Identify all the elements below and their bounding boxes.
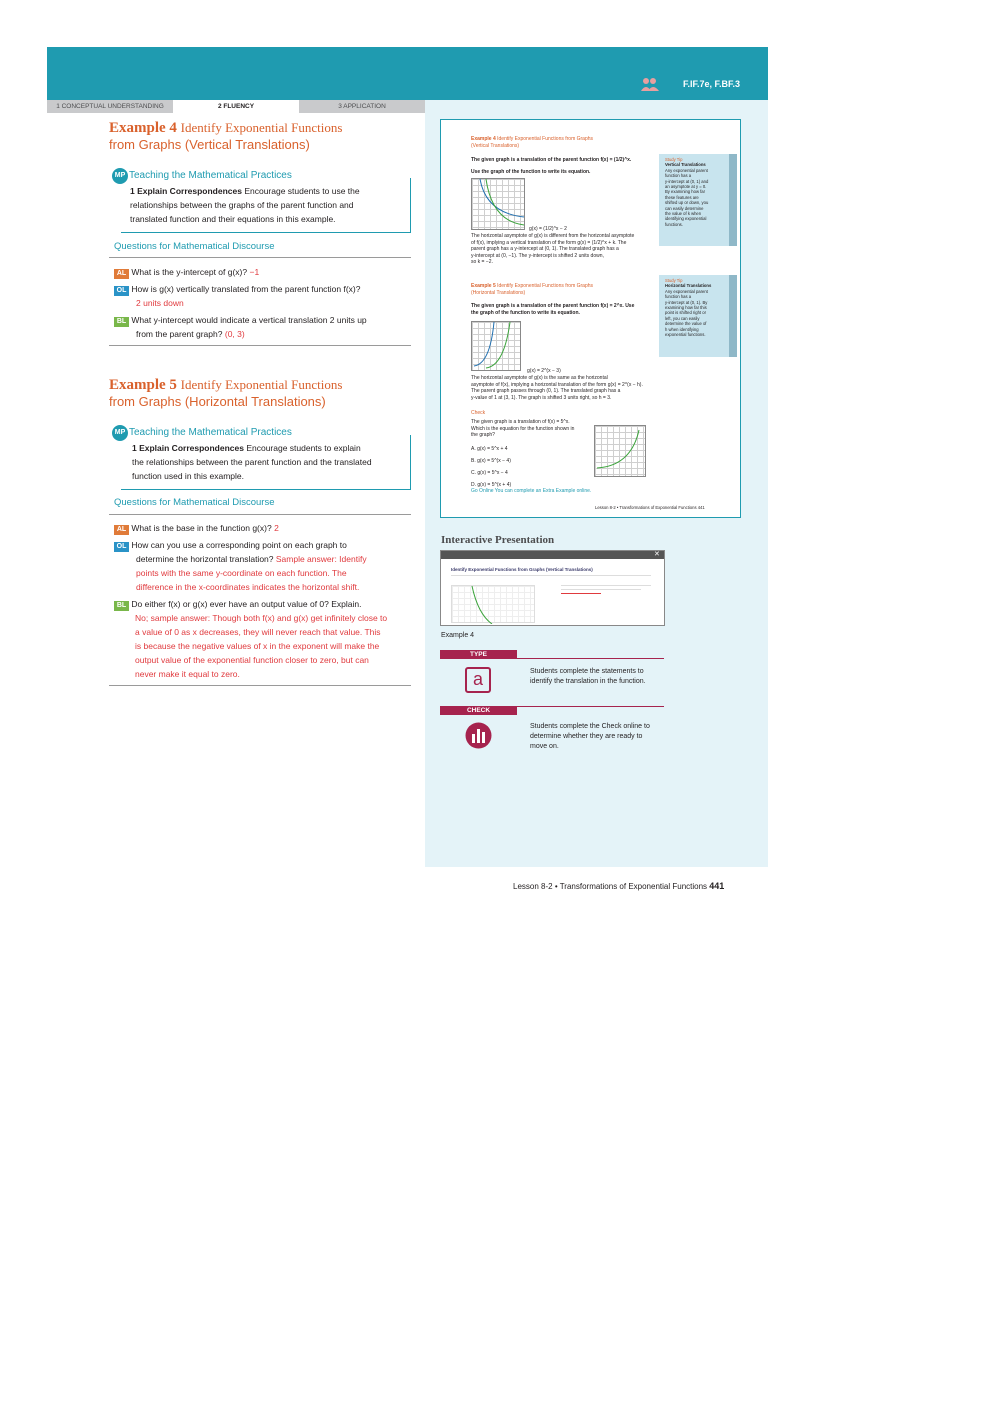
screenshot-graph <box>451 585 535 623</box>
answer-line: never make it equal to zero. <box>135 669 240 679</box>
mp-text-1: Encourage students to use the <box>241 186 360 196</box>
example5-title-rest: Identify Exponential Functions <box>180 377 343 392</box>
thumb-graph-ex5 <box>471 321 521 371</box>
question-text: determine the horizontal translation? <box>136 554 274 564</box>
thumb-go-online: Go Online You can complete an Extra Example online. <box>471 488 592 494</box>
answer: difference in the x-coordinates indicates the horizontal shift. <box>136 582 360 592</box>
tip-title: Study Tip <box>665 278 683 283</box>
thumb-choice: B. g(x) = 5^(x − 4) <box>471 458 511 464</box>
thumb-choice: C. g(x) = 5^x − 4 <box>471 470 508 476</box>
mp-strong: 1 Explain Correspondences <box>130 186 242 196</box>
footer-sep: • <box>552 882 560 891</box>
student-page-thumbnail <box>440 119 741 518</box>
mp-text <box>132 441 408 483</box>
example4-title <box>109 119 342 137</box>
question-bl <box>114 313 414 327</box>
thumb-ex4-body <box>471 233 661 266</box>
screenshot-line <box>561 589 641 590</box>
desc-line: determine whether they are ready to <box>530 733 643 740</box>
tip-line: left, you can easily <box>665 315 700 321</box>
footer-lesson: Lesson 8-2 <box>513 882 553 891</box>
thumb-ex5-use: the graph of the function to write its equation. <box>471 310 580 316</box>
example4-title-rest: Identify Exponential Functions <box>180 120 343 135</box>
question-bl-line2 <box>136 327 245 341</box>
answer: 2 units down <box>136 298 184 308</box>
question-ol <box>114 282 414 296</box>
close-icon: ✕ <box>654 551 660 558</box>
interactive-screenshot <box>440 550 665 626</box>
thumb-ex5-eq: g(x) = 2^(x − 3) <box>527 368 561 374</box>
thumb-ex4-label: Example 4 <box>471 136 496 142</box>
bar-chart-icon <box>465 722 492 749</box>
study-tip-2 <box>665 278 727 337</box>
answer-line: a value of 0 as x decreases, they will never reach that value. This <box>135 627 381 637</box>
mp-badge: MP <box>112 425 128 441</box>
thumb-ex4-eq: g(x) = (1/2)^x − 2 <box>529 226 567 232</box>
tag-al: AL <box>114 525 129 535</box>
answer: −1 <box>249 267 260 277</box>
thumb-ex5-label: Example 5 <box>471 283 496 289</box>
mp-text-2: the relationships between the parent function and the translated <box>132 457 372 467</box>
screenshot-line <box>561 585 651 586</box>
screenshot-title: Identify Exponential Functions from Graphs (Vertical Translations) <box>451 567 593 572</box>
mp-badge: MP <box>112 168 128 184</box>
question-text: from the parent graph? <box>136 329 223 339</box>
thumb-line: y-intercept at (0, −1). The y-intercept is shifted 2 units down, <box>471 252 604 259</box>
answer-line: is because the negative values of x in the exponent will make the <box>135 641 380 651</box>
thumb-ex4-title-text: Identify Exponential Functions from Graphs <box>497 136 594 142</box>
thumb-line: so k = −2. <box>471 259 493 265</box>
question-bl <box>114 597 414 611</box>
tip-line: function has a <box>665 294 692 300</box>
question-text: What is the y-intercept of g(x)? <box>131 267 248 277</box>
tip-line: these features are <box>665 194 699 200</box>
divider <box>517 658 664 659</box>
page-footer <box>513 881 724 891</box>
tip-line: point is shifted right or <box>665 310 706 316</box>
thumb-line: y-value of 1 at (3, 1). The graph is shifted 3 units right, so h = 3. <box>471 394 612 401</box>
thumb-ex5-title <box>471 283 661 296</box>
desc-line: move on. <box>530 743 559 750</box>
example4-title-line2: from Graphs (Vertical Translations) <box>109 137 310 152</box>
answer: Sample answer: Identify <box>275 554 367 564</box>
check-description <box>530 722 650 752</box>
desc-line: identify the translation in the function. <box>530 678 646 685</box>
thumb-ex4-use: Use the graph of the function to write its equation. <box>471 169 591 175</box>
question-ol <box>114 538 414 552</box>
screenshot-toolbar <box>441 551 664 559</box>
tip-line: By examining how far <box>665 189 706 195</box>
thumb-line: of f(x), implying a vertical translation of the form g(x) = (1/2)^x + k. The <box>471 239 627 246</box>
tip-line: h when identifying <box>665 326 699 332</box>
desc-line: Students complete the statements to <box>530 668 644 675</box>
tip-line: y-intercept at (0, 1) and <box>665 178 709 184</box>
question-ol-line2 <box>136 552 416 566</box>
screenshot-curve <box>452 586 536 624</box>
answer-block <box>135 611 411 681</box>
tag-al: AL <box>114 269 129 279</box>
mp-strong: 1 Explain Correspondences <box>132 443 244 453</box>
tag-bl: BL <box>114 317 129 327</box>
level-application: 3 APPLICATION <box>338 103 386 110</box>
tip-line: can easily determine <box>665 205 704 211</box>
tip-edge <box>729 154 737 246</box>
mp-text-3: translated function and their equations in this example. <box>130 214 336 224</box>
mp-text <box>130 184 408 226</box>
divider <box>451 575 651 576</box>
tip-edge <box>729 275 737 357</box>
thumb-line: parent graph has a y-intercept at (0, 1). The translated graph has a <box>471 246 619 252</box>
tag-bl: BL <box>114 601 129 611</box>
tip-line: y-intercept at (0, 1). By <box>665 299 708 305</box>
tip-line: exponential functions. <box>665 332 706 338</box>
tip-sub: Vertical Translations <box>665 162 706 168</box>
thumb-ex4-title <box>471 136 661 149</box>
thumb-ex5-title-text: Identify Exponential Functions from Graphs <box>497 283 594 289</box>
divider <box>109 685 411 686</box>
level-conceptual: 1 CONCEPTUAL UNDERSTANDING <box>56 103 164 110</box>
thumb-graph-curves <box>595 426 647 478</box>
answer: 2 <box>274 523 279 533</box>
thumb-graph-curves <box>472 322 522 372</box>
tip-line: identifying exponential <box>665 216 707 222</box>
mp-heading: Teaching the Mathematical Practices <box>129 170 292 181</box>
tip-line: Any exponential parent <box>665 288 708 294</box>
thumb-ex5-given: The given graph is a translation of the parent function f(x) = 2^x. Use <box>471 303 635 309</box>
question-text: How is g(x) vertically translated from the parent function f(x)? <box>131 284 361 294</box>
levels-bar <box>47 100 425 113</box>
thumb-ex4-given: The given graph is a translation of the parent function f(x) = (1/2)^x. <box>471 157 632 163</box>
standards-code: F.IF.7e, F.BF.3 <box>683 79 741 89</box>
answer-line: No; sample answer: Though both f(x) and g(x) get infinitely close to <box>135 613 388 623</box>
type-label: TYPE <box>440 650 517 659</box>
question-text: What y-intercept would indicate a vertical translation 2 units up <box>131 315 367 325</box>
thumb-choice: A. g(x) = 5^x + 4 <box>471 446 508 452</box>
level-fluency: 2 FLUENCY <box>173 100 299 113</box>
interactive-caption: Example 4 <box>441 632 475 639</box>
tip-sub: Horizontal Translations <box>665 283 712 289</box>
thumb-line: The horizontal asymptote of g(x) is the same as the horizontal <box>471 375 608 381</box>
thumb-choice: D. g(x) = 5^(x + 4) <box>471 482 512 488</box>
type-icon: a <box>465 667 491 693</box>
thumb-ex4-title2: (Vertical Translations) <box>471 142 520 149</box>
answer: (0, 3) <box>224 329 245 339</box>
mp-text-2: relationships between the graphs of the parent function and <box>130 200 354 210</box>
people-icon <box>641 77 659 91</box>
divider <box>109 345 411 346</box>
thumb-line: The parent graph passes through (0, 1). The translated graph has a <box>471 388 621 394</box>
tip-line: Any exponential parent <box>665 167 708 173</box>
tip-title: Study Tip <box>665 157 683 162</box>
example5-label: Example 5 <box>109 377 177 393</box>
answer-line: output value of the exponential function closer to zero, but can <box>135 655 369 665</box>
thumb-check-choices <box>471 443 591 491</box>
thumb-graph-ex4 <box>471 178 525 230</box>
thumb-line: The given graph is a translation of f(x) = 5^x. <box>471 419 570 425</box>
question-al <box>114 265 414 279</box>
screenshot-line <box>561 593 601 594</box>
mp-text-1: Encourage students to explain <box>243 443 361 453</box>
thumb-ex5-title2: (Horizontal Translations) <box>471 289 526 296</box>
desc-line: Students complete the Check online to <box>530 723 650 730</box>
thumb-graph-curves <box>472 179 526 231</box>
type-description <box>530 667 646 687</box>
question-text: Do either f(x) or g(x) ever have an output value of 0? Explain. <box>131 599 362 609</box>
thumb-line: the graph? <box>471 432 495 438</box>
interactive-presentation-title: Interactive Presentation <box>441 534 555 546</box>
check-label: CHECK <box>440 706 517 715</box>
thumb-check-body <box>471 419 591 439</box>
tip-line: the value of k when <box>665 211 702 217</box>
tip-line: determine the value of <box>665 321 707 327</box>
question-text: How can you use a corresponding point on each graph to <box>131 540 347 550</box>
thumb-line: The horizontal asymptote of g(x) is different from the horizontal asymptote <box>471 233 635 239</box>
divider <box>109 257 411 258</box>
questions-heading: Questions for Mathematical Discourse <box>114 241 275 252</box>
question-text: What is the base in the function g(x)? <box>131 523 272 533</box>
tip-line: functions. <box>665 221 683 227</box>
divider <box>517 706 664 707</box>
footer-title: Transformations of Exponential Functions <box>559 882 708 891</box>
tip-line: shifted up or down, you <box>665 200 709 206</box>
tip-line: function has a <box>665 173 692 179</box>
example5-title <box>109 376 342 394</box>
study-tip-1 <box>665 157 727 227</box>
thumb-line: Which is the equation for the function shown in <box>471 425 575 432</box>
header-band <box>47 47 768 100</box>
tip-line: an asymptote at y = 0. <box>665 184 707 190</box>
mp-heading: Teaching the Mathematical Practices <box>129 427 292 438</box>
mp-text-3: function used in this example. <box>132 471 244 481</box>
answer: points with the same y-coordinate on each function. The <box>136 568 347 578</box>
example4-label: Example 4 <box>109 120 177 136</box>
question-al <box>114 521 414 535</box>
divider <box>109 514 411 515</box>
thumb-check-label: Check <box>471 410 486 416</box>
thumb-line: asymptote of f(x), implying a horizontal translation of the form g(x) = 2^(x − h). <box>471 381 643 388</box>
tag-ol: OL <box>114 286 129 296</box>
thumb-footer: Lesson 8-2 • Transformations of Exponential Functions 441 <box>595 505 705 510</box>
thumb-graph-check <box>594 425 646 477</box>
thumb-ex5-body <box>471 375 661 401</box>
tip-line: examining how far this <box>665 305 707 311</box>
example5-title-line2: from Graphs (Horizontal Translations) <box>109 394 326 409</box>
page-number: 441 <box>709 881 725 891</box>
tag-ol: OL <box>114 542 129 552</box>
questions-heading: Questions for Mathematical Discourse <box>114 497 275 508</box>
